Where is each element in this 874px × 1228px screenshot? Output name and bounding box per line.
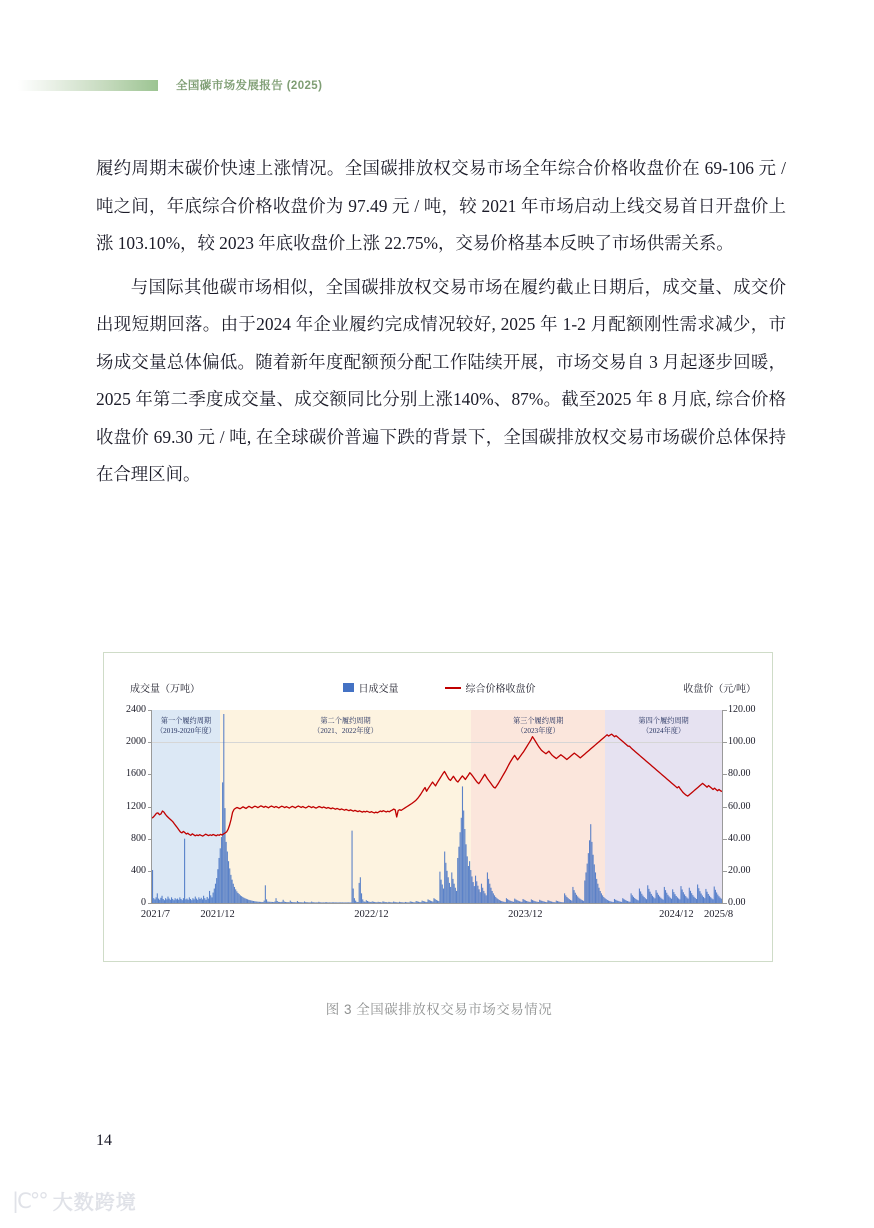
legend-label-volume: 日成交量: [358, 684, 399, 695]
y-right-tickmark-100: [723, 742, 727, 743]
y-axis-right-title: 收盘价（元/吨）: [683, 684, 756, 695]
header-accent-bar: [18, 80, 158, 91]
band-label-2: 第二个履约周期 （2021、2022年度）: [313, 717, 378, 735]
price-line: [152, 734, 722, 836]
axis-line-bottom: [151, 903, 723, 904]
paragraph-2: 与国际其他碳市场相似，全国碳排放权交易市场在履约截止日期后，成交量、成交价出现短期回落。由于2024 年企业履约完成情况较好, 2025 年 1-2 月配额刚性需求减少，市场成交量总体偏低。随着新年度配额预分配工作陆续开展，市场交易自 3 月起逐步回暖，2025 年第二季度成交量、成交额同比分别上涨140%、87%。截至2025 年 8 月底, 综合价格收盘价 69.30 元 / 吨, 在全球碳价普遍下跌的背景下，全国碳排放权交易市场碳价总体保持在合理区间。: [96, 276, 786, 484]
x-tick-2023-12: 2023/12: [508, 909, 543, 920]
y-right-tickmark-20: [723, 871, 727, 872]
y-right-tickmark-60: [723, 807, 727, 808]
x-tick-2021-12: 2021/12: [200, 909, 235, 920]
chart-container: [103, 652, 773, 962]
legend-line-icon: [445, 687, 461, 689]
y-right-tick-120: 120.00: [728, 704, 756, 715]
x-tick-2022-12: 2022/12: [354, 909, 389, 920]
header-title: 全国碳市场发展报告 (2025): [176, 80, 323, 92]
band-label-3: 第三个履约周期 （2023年度）: [512, 717, 564, 735]
x-tick-2024-12: 2024/12: [659, 909, 694, 920]
y-right-tick-40: 40.00: [728, 832, 751, 844]
legend-item-volume: [343, 680, 399, 695]
y-right-tickmark-40: [723, 839, 727, 840]
y-right-tick-80: 80.00: [728, 768, 751, 780]
y-left-tick-0: 0: [141, 897, 146, 908]
watermark-text: 大数跨境: [52, 1192, 137, 1214]
y-right-tickmark-0: [723, 903, 727, 904]
y-left-tickmark-0: [148, 903, 152, 904]
band-label-4: 第四个履约周期 （2024年度）: [638, 717, 689, 735]
page-number: 14: [96, 1132, 112, 1149]
legend-item-price: [445, 680, 536, 695]
y-left-tickmark-2000: [148, 742, 152, 743]
chart-plot-area: [152, 710, 722, 903]
y-left-tick-1200: 1200: [126, 800, 146, 812]
y-left-tick-2000: 2000: [126, 736, 146, 748]
x-tick-2025-8: 2025/8: [703, 909, 734, 920]
y-right-tick-100: 100.00: [728, 736, 756, 748]
y-right-tick-0: 0.00: [728, 897, 746, 908]
y-right-tickmark-80: [723, 774, 727, 775]
figure-caption: 图 3 全国碳排放权交易市场交易情况: [325, 1002, 553, 1017]
y-left-tick-400: 400: [131, 864, 146, 876]
chart-legend: [104, 680, 774, 695]
watermark-logo-icon: |C°°: [12, 1188, 47, 1213]
legend-square-icon: [343, 683, 354, 692]
figure-3: [103, 652, 775, 1018]
page-header: [0, 72, 874, 98]
y-left-tickmark-2400: [148, 710, 152, 711]
x-tick-2021-7: 2021/7: [140, 909, 170, 920]
paragraph-1: 履约周期末碳价快速上涨情况。全国碳排放权交易市场全年综合价格收盘价在 69-106 元 / 吨之间，年底综合价格收盘价为 97.49 元 / 吨，较 2021 年市场启动上线交易首日开盘价上涨 103.10%，较 2023 年底收盘价上涨 22.75%，交易价格基本反映了市场供需关系。: [96, 158, 786, 253]
y-right-tick-20: 20.00: [728, 864, 751, 876]
legend-label-price: 综合价格收盘价: [465, 684, 536, 695]
y-left-tickmark-800: [148, 839, 152, 840]
band-label-1: 第一个履约周期 （2019-2020年度）: [155, 717, 216, 735]
y-left-tick-2400: 2400: [126, 704, 146, 715]
y-right-tickmark-120: [723, 710, 727, 711]
y-axis-left-title: 成交量（万吨）: [130, 684, 200, 695]
y-right-tick-60: 60.00: [728, 800, 751, 812]
watermark: [12, 1186, 137, 1215]
document-content: [96, 150, 786, 500]
y-left-tickmark-400: [148, 871, 152, 872]
y-left-tick-1600: 1600: [126, 768, 146, 780]
chart-series-svg: [152, 710, 722, 903]
y-left-tickmark-1600: [148, 774, 152, 775]
y-left-tick-800: 800: [131, 832, 146, 844]
volume-bars: [152, 714, 722, 903]
y-left-tickmark-1200: [148, 807, 152, 808]
